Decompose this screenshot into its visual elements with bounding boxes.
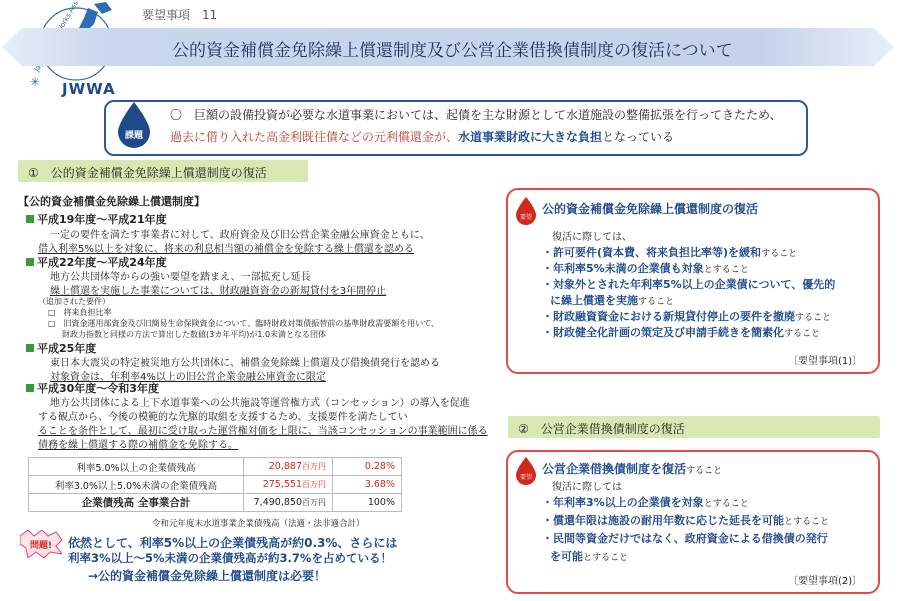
period2-req-2: □ 旧資金運用部資金及び旧簡易生命保険資金について、臨時財政対策債振替前の基準財政需要額を用いて、: [48, 319, 440, 328]
period1-heading: 平成19年度～平成21年度: [26, 211, 167, 227]
request2-item-2: ・償還年限は施設の耐用年数に応じた延長を可能とすること: [542, 514, 830, 527]
table-cell-percent: 0.28%: [333, 458, 402, 476]
table-cell-amount: 275,551百万円: [244, 476, 333, 494]
period2-text-2: 繰上償還を実施した事業については、財政融資資金の新規貸付を3年間停止: [50, 286, 387, 297]
period3-text-1: 東日本大震災の特定被災地方公共団体に、補償金免除繰上償還及び借換債発行を認める: [50, 358, 440, 369]
period3-text-2: 対象資金は、年利率4%以上の旧公営企業金融公庫資金に限定: [50, 372, 326, 383]
svg-text:要望: 要望: [519, 214, 533, 221]
issue-badge: 課題: [124, 131, 144, 141]
table-note: 令和元年度末水道事業企業債残高（法適・法非適合計）: [152, 519, 365, 529]
issue-text-tail: となっている: [602, 130, 675, 144]
period2-text-1: 地方公共団体等からの強い要望を踏まえ、一部拡充し延長: [50, 272, 311, 283]
request1-title: 公的資金補償金免除繰上償還制度の復活: [542, 202, 759, 216]
request1-item-1: ・許可要件(資本費、将来負担比率等)を緩和すること: [542, 246, 798, 259]
table-cell-amount: 20,887百万円: [244, 458, 333, 476]
period2-req-3: 財政力指数と同様の方法で算出した数値(3カ年平均)が1.0未満となる団体: [62, 330, 327, 339]
svg-text:✳: ✳: [30, 75, 41, 89]
request2-item-3a: ・民間等資金だけではなく、政府資金による借換債の発行: [542, 532, 828, 545]
page-title: 公的資金補償金免除繰上償還制度及び公営企業借換債制度の復活について: [172, 41, 733, 61]
problem-burst-icon: [20, 530, 62, 558]
period4-heading: 平成30年度～令和3年度: [26, 380, 159, 396]
green-bullet-icon: [26, 344, 34, 352]
svg-text:問題!: 問題!: [29, 541, 53, 551]
issue-text-1: 〇 巨額の設備投資が必要な水道事業においては、起債を主な財源として水道施設の整備拡張を行ってきたため、: [170, 108, 782, 122]
request1-item-5: ・財政健全化計画の策定及び申請手続きを簡素化すること: [542, 326, 821, 339]
table-cell-percent: 3.68%: [333, 476, 402, 494]
table-cell-percent: 100%: [333, 494, 402, 512]
period1-text-1: 一定の要件を満たす事業者に対して、政府資金及び旧公営企業金融公庫資金ともに、: [50, 230, 430, 241]
svg-text:要望: 要望: [519, 474, 533, 481]
period2-added: （追加された要件）: [38, 297, 110, 306]
request-number: 要望事項 11: [142, 8, 218, 22]
green-bullet-icon: [26, 258, 34, 266]
request2-item-3b: を可能とすること: [550, 550, 629, 563]
request1-item-3b: に繰上償還を実施すること: [550, 294, 675, 307]
debt-balance-table: [28, 457, 402, 512]
request-drop-icon: [514, 196, 538, 226]
problem-text-2: 利率3%以上～5%未満の企業債残高が約3.7%を占めている！: [68, 551, 392, 565]
issue-highlight-blue: 水道事業財政に大きな負担: [458, 130, 603, 144]
period4-text-4: 債務を繰上償還する際の補償金を免除する。: [38, 440, 238, 451]
period2-req-1: □ 将来負担比率: [48, 308, 112, 317]
table-row: [29, 476, 402, 494]
table-row: [29, 458, 402, 476]
table-cell-label: 企業債残高 全事業合計: [29, 494, 244, 512]
table-cell-label: 利率3.0%以上5.0%未満の企業債残高: [29, 476, 244, 494]
issue-highlight-red: 過去に借り入れた高金利既往債などの元利償還金が、: [170, 130, 459, 144]
green-bullet-icon: [26, 384, 34, 392]
request2-title: 公営企業借換債制度を復活すること: [542, 462, 723, 476]
period4-text-2: する観点から、今後の模範的な先駆的取組を支援するため、支援要件を満たしてい: [38, 412, 408, 423]
problem-text-1: 依然として、利率5%以上の企業債残高が約0.3%、さらには: [68, 536, 398, 550]
request1-intro: 復活に際しては、: [552, 232, 632, 243]
section1-heading: ① 公的資金補償金免除繰上償還制度の復活: [18, 160, 308, 182]
request1-item-3a: ・対象外とされた年利率5%以上の企業債について、優先的: [542, 278, 836, 291]
logo-text: JWWA: [62, 80, 116, 98]
request2-ref: 〔要望事項(2)〕: [788, 576, 863, 587]
section2-heading: ② 公営企業借換債制度の復活: [508, 416, 880, 438]
period4-text-3: ることを条件として、最初に受け取った運営権対価を上限に、当該コンセッションの事業範囲に係る: [38, 426, 488, 437]
period4-text-1: 地方公共団体による上下水道事業への公共施設等運営権方式（コンセッション）の導入を促進: [50, 398, 470, 409]
green-bullet-icon: [26, 215, 34, 223]
period1-text-2: 借入利率5%以上を対象に、将来の利息相当額の補償金を免除する繰上償還を認める: [38, 244, 414, 255]
period3-heading: 平成25年度: [26, 340, 96, 356]
request2-item-1: ・年利率3%以上の企業債を対象とすること: [542, 496, 749, 509]
problem-text-3: →公的資金補償金免除繰上償還制度は必要！: [88, 569, 327, 583]
issue-text-2: [170, 128, 674, 145]
request2-intro: 復活に際しては: [552, 482, 622, 493]
request1-ref: 〔要望事項(1)〕: [788, 356, 863, 367]
period2-heading: 平成22年度～平成24年度: [26, 254, 167, 270]
issue-drop-icon: [112, 100, 156, 150]
request-drop-icon: [514, 456, 538, 486]
section1-bracket: 【公的資金補償金免除繰上償還制度】: [18, 195, 205, 208]
request1-item-2: ・年利率5%未満の企業債も対象とすること: [542, 262, 749, 275]
table-cell-label: 利率5.0%以上の企業債残高: [29, 458, 244, 476]
table-row: [29, 494, 402, 512]
request1-item-4: ・財政融資資金における新規貸付停止の要件を撤廃すること: [542, 310, 832, 323]
table-cell-amount: 7,490,850百万円: [244, 494, 333, 512]
